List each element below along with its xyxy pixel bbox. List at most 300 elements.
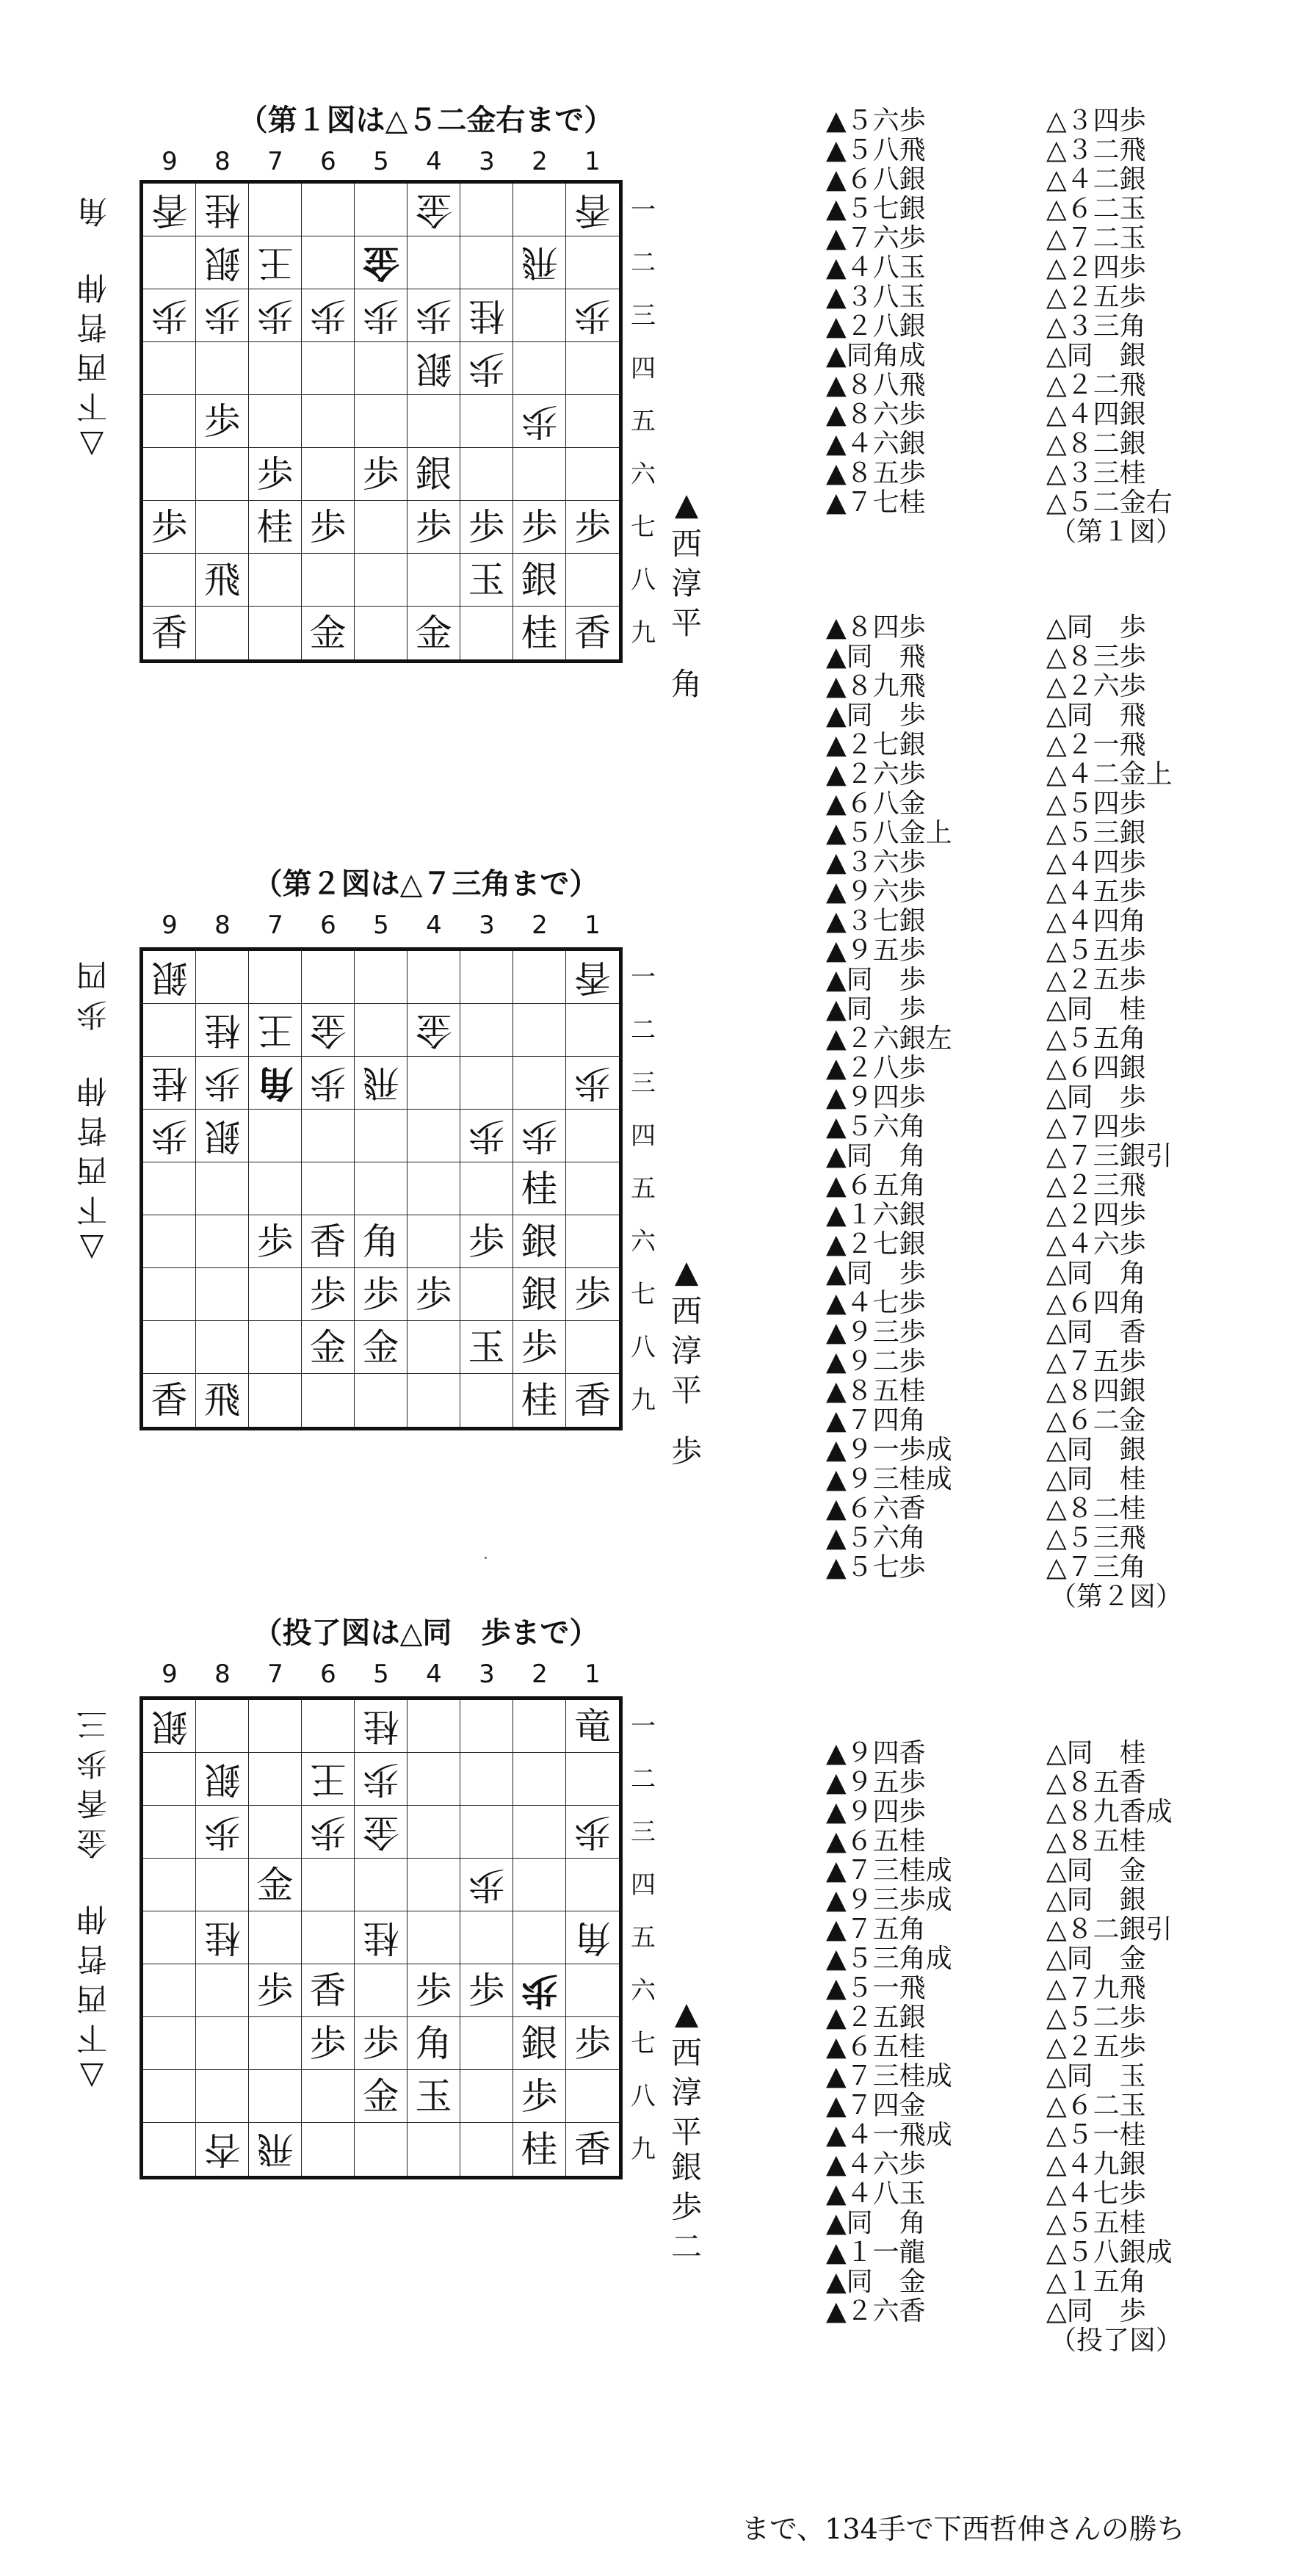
board-square (143, 951, 196, 1004)
sente-move: ▲９四歩 (826, 1082, 926, 1112)
move-row (826, 672, 1281, 701)
board-square (460, 2017, 513, 2070)
sente-piece: 香 (574, 2128, 611, 2171)
board-square (249, 1700, 302, 1753)
board-square (302, 1004, 355, 1057)
move-row (826, 430, 1281, 459)
gote-move: △７四歩 (1046, 1112, 1146, 1142)
move-row (826, 2121, 1281, 2150)
board-square (408, 501, 460, 554)
board-square (513, 2123, 566, 2176)
gote-piece: 桂 (362, 1916, 399, 1959)
sente-piece: 香 (151, 612, 188, 654)
gote-piece: 歩 (203, 1061, 241, 1104)
sente-piece: 桂 (521, 2128, 558, 2171)
move-row (826, 195, 1281, 224)
board-square (460, 1964, 513, 2017)
sente-move: ▲７四角 (826, 1405, 926, 1436)
move-row (826, 459, 1281, 488)
gote-side (70, 1704, 114, 2097)
board-square (196, 2123, 249, 2176)
board-square (249, 1215, 302, 1268)
col-label: 3 (479, 911, 495, 940)
board-square (302, 1162, 355, 1215)
board-square (408, 1215, 460, 1268)
sente-move: ▲２六歩 (826, 759, 926, 789)
move-list-1 (826, 106, 1281, 547)
board-square (460, 1911, 513, 1964)
board-square (302, 1374, 355, 1427)
board-square (566, 2123, 619, 2176)
board-square (566, 2070, 619, 2123)
diagram-ref-row (826, 518, 1281, 547)
gote-move: △同 歩 (1046, 2296, 1146, 2326)
board-square (566, 1753, 619, 1806)
gote-piece: 歩 (574, 1061, 611, 1104)
sente-move: ▲４六銀 (826, 429, 926, 459)
gote-move: △７五歩 (1046, 1347, 1146, 1377)
gote-hand: 金 香 歩 三 (76, 1706, 108, 1861)
gote-move: △８五香 (1046, 1768, 1146, 1798)
gote-move: △８三歩 (1046, 642, 1146, 672)
gote-piece: 飛 (362, 1061, 399, 1104)
sente-move: ▲８六歩 (826, 399, 926, 430)
board-square (408, 554, 460, 607)
board-square (513, 1753, 566, 1806)
gote-piece: 金 (415, 188, 452, 231)
sente-move: ▲７五角 (826, 1914, 926, 1944)
gote-name: △ 下 西 哲 伸 (76, 269, 108, 464)
board-square (196, 1215, 249, 1268)
gote-move: △５一桂 (1046, 2120, 1146, 2150)
row-label: 五 (631, 1923, 656, 1953)
gote-move: △同 香 (1046, 1317, 1146, 1347)
board-square (408, 2017, 460, 2070)
move-row (826, 966, 1281, 995)
board-square (355, 501, 408, 554)
gote-piece: 歩 (309, 1061, 347, 1104)
board-square (408, 1753, 460, 1806)
board-square (513, 1162, 566, 1215)
sente-move: ▲９二歩 (826, 1347, 926, 1377)
sente-piece: 歩 (574, 505, 611, 549)
col-label: 8 (214, 147, 231, 176)
board-square (302, 1753, 355, 1806)
move-row (826, 2209, 1281, 2238)
board-square (143, 1321, 196, 1374)
move-row (826, 1289, 1281, 1318)
board-square (460, 1321, 513, 1374)
board-square (408, 951, 460, 1004)
gote-move: △８五桂 (1046, 1826, 1146, 1856)
gote-move: △４九銀 (1046, 2149, 1146, 2179)
board-square (196, 1268, 249, 1321)
gote-piece: 歩 (468, 1114, 505, 1157)
gote-piece: 歩 (362, 294, 399, 337)
board-square (143, 1110, 196, 1162)
board-square (143, 1268, 196, 1321)
gote-move: △同 金 (1046, 1944, 1146, 1974)
board-square (249, 607, 302, 659)
move-row (826, 1915, 1281, 1944)
gote-move: △同 銀 (1046, 1885, 1146, 1915)
board-square (513, 1004, 566, 1057)
board-square (460, 607, 513, 659)
sente-move: ▲４七歩 (826, 1288, 926, 1318)
gote-move: △２五歩 (1046, 282, 1146, 312)
shogi-board (140, 947, 623, 1430)
board-square (566, 1057, 619, 1110)
sente-piece: 金 (309, 1325, 347, 1369)
board-square (513, 1964, 566, 2017)
board-square (196, 1859, 249, 1911)
col-label: 2 (532, 911, 548, 940)
col-label: 1 (584, 911, 601, 940)
board-square (460, 554, 513, 607)
board-square (460, 1753, 513, 1806)
gote-move: △７三銀引 (1046, 1141, 1173, 1171)
board-square (460, 1374, 513, 1427)
board-square (249, 184, 302, 236)
gote-piece: 金 (362, 241, 399, 285)
sente-piece: 飛 (203, 558, 241, 601)
gote-move: △３二飛 (1046, 135, 1146, 165)
move-row (826, 2238, 1281, 2268)
col-label: 1 (584, 147, 601, 176)
board-square (355, 184, 408, 236)
gote-move: △同 銀 (1046, 1435, 1146, 1465)
board-square (249, 289, 302, 342)
move-row (826, 400, 1281, 430)
gote-name: △ 下 西 哲 伸 (76, 1073, 108, 1267)
gote-piece: 桂 (362, 1704, 399, 1748)
board-square (196, 1374, 249, 1427)
board-square (355, 1268, 408, 1321)
shogi-board (140, 1696, 623, 2179)
diagram-ref-row (826, 1582, 1281, 1612)
sente-piece: 銀 (521, 1220, 558, 1263)
shogi-board (140, 180, 623, 663)
sente-move: ▲５三角成 (826, 1944, 952, 1974)
row-label: 三 (631, 301, 656, 330)
board-square (460, 951, 513, 1004)
sente-piece: 桂 (521, 1379, 558, 1422)
board-square (566, 1268, 619, 1321)
sente-piece: 桂 (521, 612, 558, 654)
board-square (196, 1162, 249, 1215)
gote-move: △同 歩 (1046, 612, 1146, 643)
board-square (513, 607, 566, 659)
move-row (826, 1377, 1281, 1406)
board-square (460, 2123, 513, 2176)
board-square (513, 501, 566, 554)
sente-piece: 歩 (415, 1969, 452, 2012)
gote-move: △６四角 (1046, 1288, 1146, 1318)
sente-move: ▲４一飛成 (826, 2120, 952, 2150)
sente-piece: 桂 (521, 1167, 558, 1210)
row-label: 二 (631, 248, 656, 278)
row-label: 八 (631, 1333, 656, 1362)
sente-move: ▲６五桂 (826, 2032, 926, 2062)
col-label: 9 (162, 911, 178, 940)
sente-piece: 歩 (309, 1273, 347, 1316)
board-square (302, 289, 355, 342)
board-square (408, 1374, 460, 1427)
col-label: 7 (267, 1660, 283, 1689)
row-label: 七 (631, 1280, 656, 1309)
board-square (566, 2017, 619, 2070)
board-square (513, 342, 566, 395)
sente-piece: 香 (309, 1969, 347, 2012)
gote-piece: 桂 (203, 188, 241, 231)
gote-piece: 銀 (415, 347, 452, 390)
gote-move: △４四歩 (1046, 847, 1146, 878)
sente-piece: 歩 (574, 2022, 611, 2065)
row-label: 九 (631, 618, 656, 648)
sente-move: ▲５六角 (826, 1523, 926, 1553)
sente-move: ▲３八玉 (826, 282, 926, 312)
gote-piece: 香 (151, 188, 188, 231)
sente-move: ▲８五歩 (826, 458, 926, 488)
move-row (826, 760, 1281, 789)
board-square (196, 395, 249, 448)
board-square (249, 501, 302, 554)
col-label: 8 (214, 911, 231, 940)
board-square (408, 2070, 460, 2123)
board-square (460, 1110, 513, 1162)
board-square (302, 395, 355, 448)
sente-move: ▲９六歩 (826, 877, 926, 907)
board-square (566, 342, 619, 395)
board-square (249, 2070, 302, 2123)
board-square (196, 342, 249, 395)
move-row (826, 283, 1281, 312)
board-square (566, 607, 619, 659)
row-label: 七 (631, 513, 656, 542)
sente-move: ▲６八銀 (826, 164, 926, 195)
sente-piece: 歩 (256, 1969, 294, 2012)
gote-move: △２三飛 (1046, 1171, 1146, 1201)
board-square (513, 2070, 566, 2123)
move-row (826, 936, 1281, 966)
sente-piece: 歩 (256, 1220, 294, 1263)
sente-piece: 銀 (521, 1273, 558, 1316)
board-square (460, 1806, 513, 1859)
sente-piece: 歩 (362, 1273, 399, 1316)
sente-move: ▲９三桂成 (826, 1464, 952, 1494)
board-square (143, 2017, 196, 2070)
gote-move: △７九飛 (1046, 1973, 1146, 2003)
move-row (826, 731, 1281, 760)
move-row (826, 2179, 1281, 2209)
row-label: 四 (631, 1870, 656, 1900)
board-square (302, 1806, 355, 1859)
move-row (826, 1856, 1281, 1886)
gote-piece: 香 (574, 955, 611, 999)
board-square (249, 1806, 302, 1859)
board-square (302, 554, 355, 607)
board-square (196, 501, 249, 554)
sente-piece: 歩 (521, 2074, 558, 2118)
col-label: 1 (584, 1660, 601, 1689)
board-square (355, 289, 408, 342)
move-row (826, 1886, 1281, 1915)
gote-piece: 桂 (151, 1061, 188, 1104)
board-square (143, 607, 196, 659)
move-row (826, 1024, 1281, 1054)
gote-move: △２二飛 (1046, 370, 1146, 400)
board-square (196, 2017, 249, 2070)
board-square (408, 1700, 460, 1753)
board-square (460, 1268, 513, 1321)
board-square (566, 1374, 619, 1427)
board-square (355, 2123, 408, 2176)
sente-piece: 歩 (203, 399, 241, 443)
board-square (513, 554, 566, 607)
row-label: 六 (631, 460, 656, 489)
move-row (826, 371, 1281, 400)
diagram-caption: （投了図は△同 歩まで） (253, 1616, 599, 1650)
sente-move: ▲９五歩 (826, 1768, 926, 1798)
col-label: 9 (162, 147, 178, 176)
move-row (826, 907, 1281, 936)
sente-move: ▲同 角 (826, 1141, 926, 1171)
board-square (249, 1110, 302, 1162)
board-square (249, 448, 302, 501)
gote-move: △５八銀成 (1046, 2237, 1173, 2268)
gote-move: △６二玉 (1046, 194, 1146, 224)
board-square (196, 1057, 249, 1110)
board-square (513, 1110, 566, 1162)
row-label: 八 (631, 565, 656, 595)
board-square (408, 395, 460, 448)
board-square (196, 554, 249, 607)
board-square (355, 1321, 408, 1374)
gote-piece: 桂 (203, 1008, 241, 1052)
move-row (826, 1944, 1281, 1974)
gote-move: △６四銀 (1046, 1053, 1146, 1083)
board-square (355, 554, 408, 607)
col-label: 5 (373, 1660, 389, 1689)
gote-piece: 歩 (521, 1114, 558, 1157)
board-square (355, 448, 408, 501)
move-row (826, 1230, 1281, 1259)
col-label: 2 (532, 147, 548, 176)
board-square (302, 2017, 355, 2070)
board-square (302, 1911, 355, 1964)
board-square (355, 2070, 408, 2123)
diagram-ref-row (826, 2326, 1281, 2356)
row-label: 六 (631, 1227, 656, 1256)
board-square (355, 951, 408, 1004)
board-square (302, 448, 355, 501)
board-square (196, 1911, 249, 1964)
gote-piece: 飛 (521, 241, 558, 284)
gote-move: △８二銀引 (1046, 1914, 1173, 1944)
sente-move: ▲５八金上 (826, 818, 952, 848)
gote-piece: 歩 (468, 1863, 505, 1906)
gote-move: △７二玉 (1046, 223, 1146, 253)
gote-piece: 歩 (574, 1810, 611, 1853)
board-square (460, 1859, 513, 1911)
board-square (408, 1162, 460, 1215)
board-square (460, 1004, 513, 1057)
sente-move: ▲７三桂成 (826, 1856, 952, 1886)
move-row (826, 224, 1281, 253)
board-square (143, 1004, 196, 1057)
board-square (460, 1162, 513, 1215)
move-row (826, 2003, 1281, 2033)
sente-move: ▲７六歩 (826, 223, 926, 253)
board-square (196, 1964, 249, 2017)
board-square (143, 1859, 196, 1911)
board-square (302, 607, 355, 659)
board-square (566, 395, 619, 448)
gote-piece: 歩 (574, 294, 611, 337)
sente-piece: 香 (309, 1220, 347, 1263)
gote-piece: 歩 (309, 1810, 347, 1853)
gote-move: △２六歩 (1046, 671, 1146, 701)
board-square (302, 1859, 355, 1911)
gote-piece: 桂 (203, 1916, 241, 1959)
board-square (302, 184, 355, 236)
sente-move: ▲同 歩 (826, 994, 926, 1024)
board-square (302, 2123, 355, 2176)
board-square (566, 1700, 619, 1753)
board-square (143, 501, 196, 554)
board-square (196, 2070, 249, 2123)
board-square (513, 1374, 566, 1427)
diagram-ref-label: （投了図） (1050, 2326, 1183, 2356)
board-square (143, 1215, 196, 1268)
sente-move: ▲７七桂 (826, 488, 926, 518)
gote-piece: 金 (309, 1008, 347, 1052)
board-square (143, 1057, 196, 1110)
row-label: 一 (631, 963, 656, 992)
board-square (302, 1964, 355, 2017)
board-square (566, 554, 619, 607)
move-row (826, 253, 1281, 283)
sente-piece: 金 (415, 612, 452, 654)
board-square (513, 448, 566, 501)
gote-move: △５三飛 (1046, 1523, 1146, 1553)
gote-move: △同 桂 (1046, 1738, 1146, 1768)
board-square (302, 1321, 355, 1374)
sente-move: ▲２六香 (826, 2296, 926, 2326)
board-square (513, 2017, 566, 2070)
move-row (826, 2150, 1281, 2179)
sente-move: ▲５八飛 (826, 135, 926, 165)
col-label: 3 (479, 1660, 495, 1689)
move-row (826, 136, 1281, 165)
board-square (249, 1964, 302, 2017)
board-square (143, 236, 196, 289)
board-square (355, 236, 408, 289)
col-label: 9 (162, 1660, 178, 1689)
move-row (826, 341, 1281, 371)
board-square (355, 1110, 408, 1162)
move-row (826, 789, 1281, 819)
gote-move: △同 玉 (1046, 2061, 1146, 2091)
gote-move: △２四歩 (1046, 253, 1146, 283)
col-label: 4 (426, 1660, 442, 1689)
board-square (355, 2017, 408, 2070)
gote-hand: 角 (76, 193, 108, 229)
move-row (826, 1436, 1281, 1465)
board-square (408, 1806, 460, 1859)
board-square (302, 236, 355, 289)
move-row (826, 1739, 1281, 1768)
